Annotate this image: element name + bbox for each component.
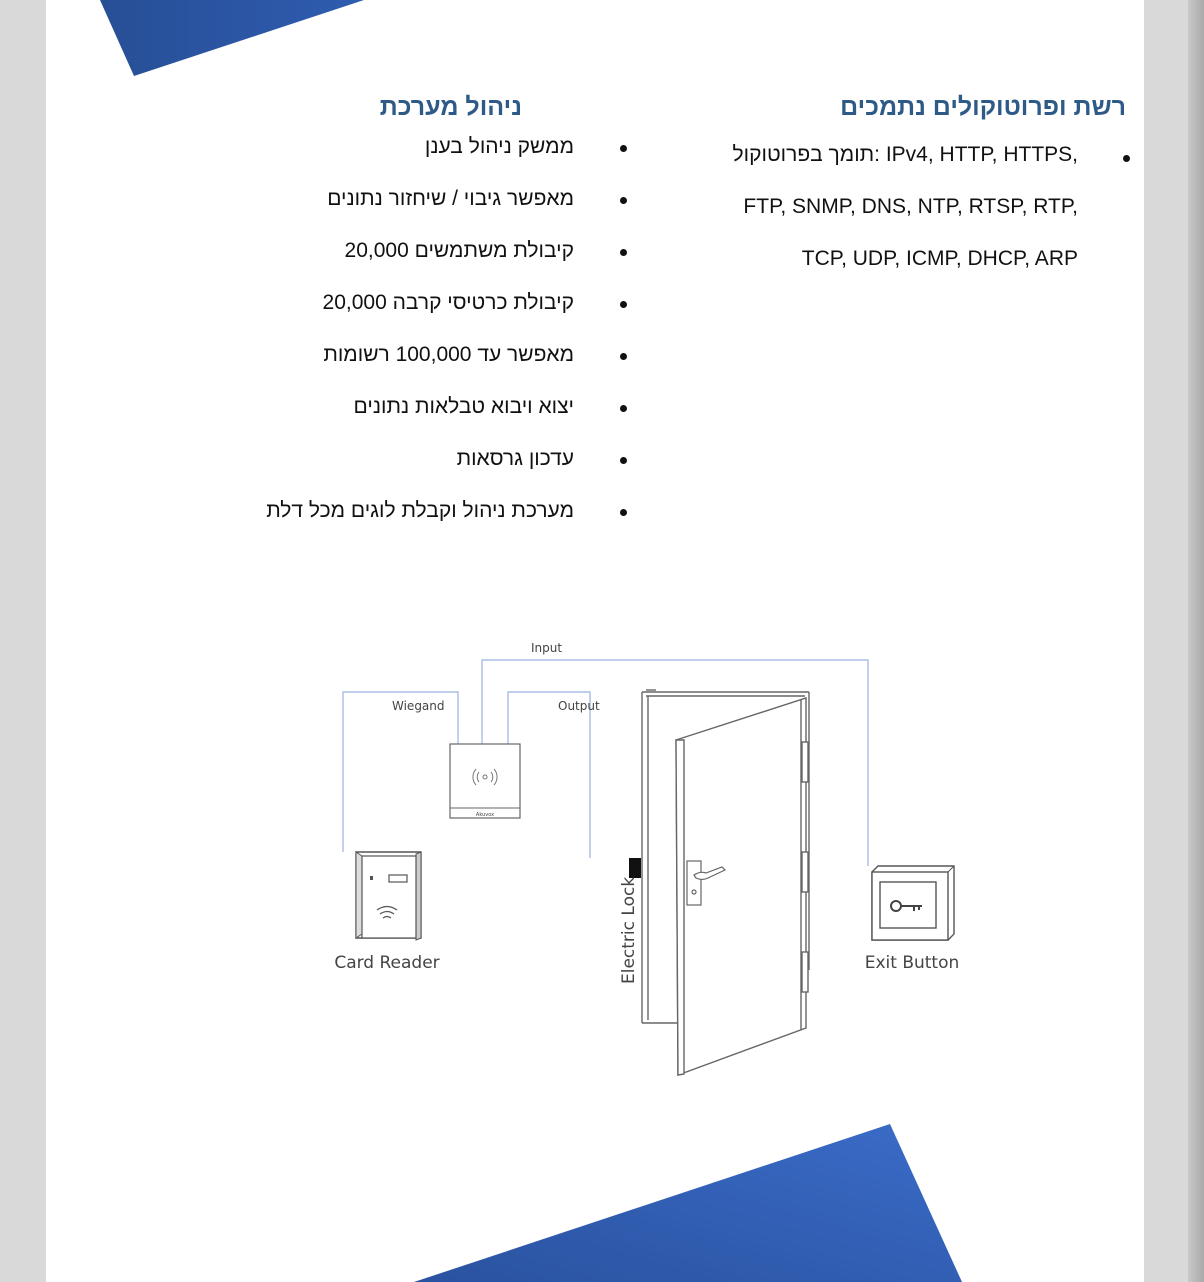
door xyxy=(642,690,809,1075)
protocol-line-3: TCP, UDP, ICMP, DHCP, ARP xyxy=(801,247,1078,270)
wiegand-wire xyxy=(343,692,458,852)
output-label: Output xyxy=(558,699,600,713)
protocol-line-1: תומך בפרוטוקול: IPv4, HTTP, HTTPS, xyxy=(732,143,1078,166)
controller-brand: Akuvox xyxy=(475,812,495,818)
list-item: מערכת ניהול וקבלת לוגים מכל דלת xyxy=(266,496,574,548)
exit-button-label: Exit Button xyxy=(864,953,960,973)
network-heading: רשת ופרוטוקולים נתמכים xyxy=(840,93,1126,121)
controller-device xyxy=(450,744,520,818)
viewer-scroll-edge xyxy=(1188,0,1204,1282)
card-reader-device xyxy=(356,852,421,940)
list-item: קיבולת משתמשים 20,000 xyxy=(266,236,574,288)
bottom-right-deco-triangle xyxy=(414,1124,962,1282)
wiegand-label: Wiegand xyxy=(392,699,445,713)
card-reader-label: Card Reader xyxy=(334,953,440,973)
electric-lock-label: Electric Lock xyxy=(619,876,639,984)
bullet xyxy=(1123,155,1130,162)
access-control-wiring-diagram xyxy=(276,630,976,1090)
list-item: מאפשר גיבוי / שיחזור נתונים xyxy=(266,184,574,236)
input-label: Input xyxy=(531,641,563,655)
management-heading: ניהול מערכת xyxy=(379,93,522,121)
top-left-deco-triangle xyxy=(100,0,364,76)
electric-lock-device xyxy=(629,858,641,878)
document-page xyxy=(46,0,1144,1282)
list-item: ממשק ניהול בענן xyxy=(266,132,574,184)
list-item: מאפשר עד 100,000 רשומות xyxy=(266,340,574,392)
management-list xyxy=(266,132,574,548)
list-item: עדכון גרסאות xyxy=(266,444,574,496)
list-item: קיבולת כרטיסי קרבה 20,000 xyxy=(266,288,574,340)
exit-button-device xyxy=(872,866,954,940)
input-wire xyxy=(482,660,868,866)
list-item: יצוא ויבוא טבלאות נתונים xyxy=(266,392,574,444)
protocol-line-2: FTP, SNMP, DNS, NTP, RTSP, RTP, xyxy=(743,195,1078,218)
